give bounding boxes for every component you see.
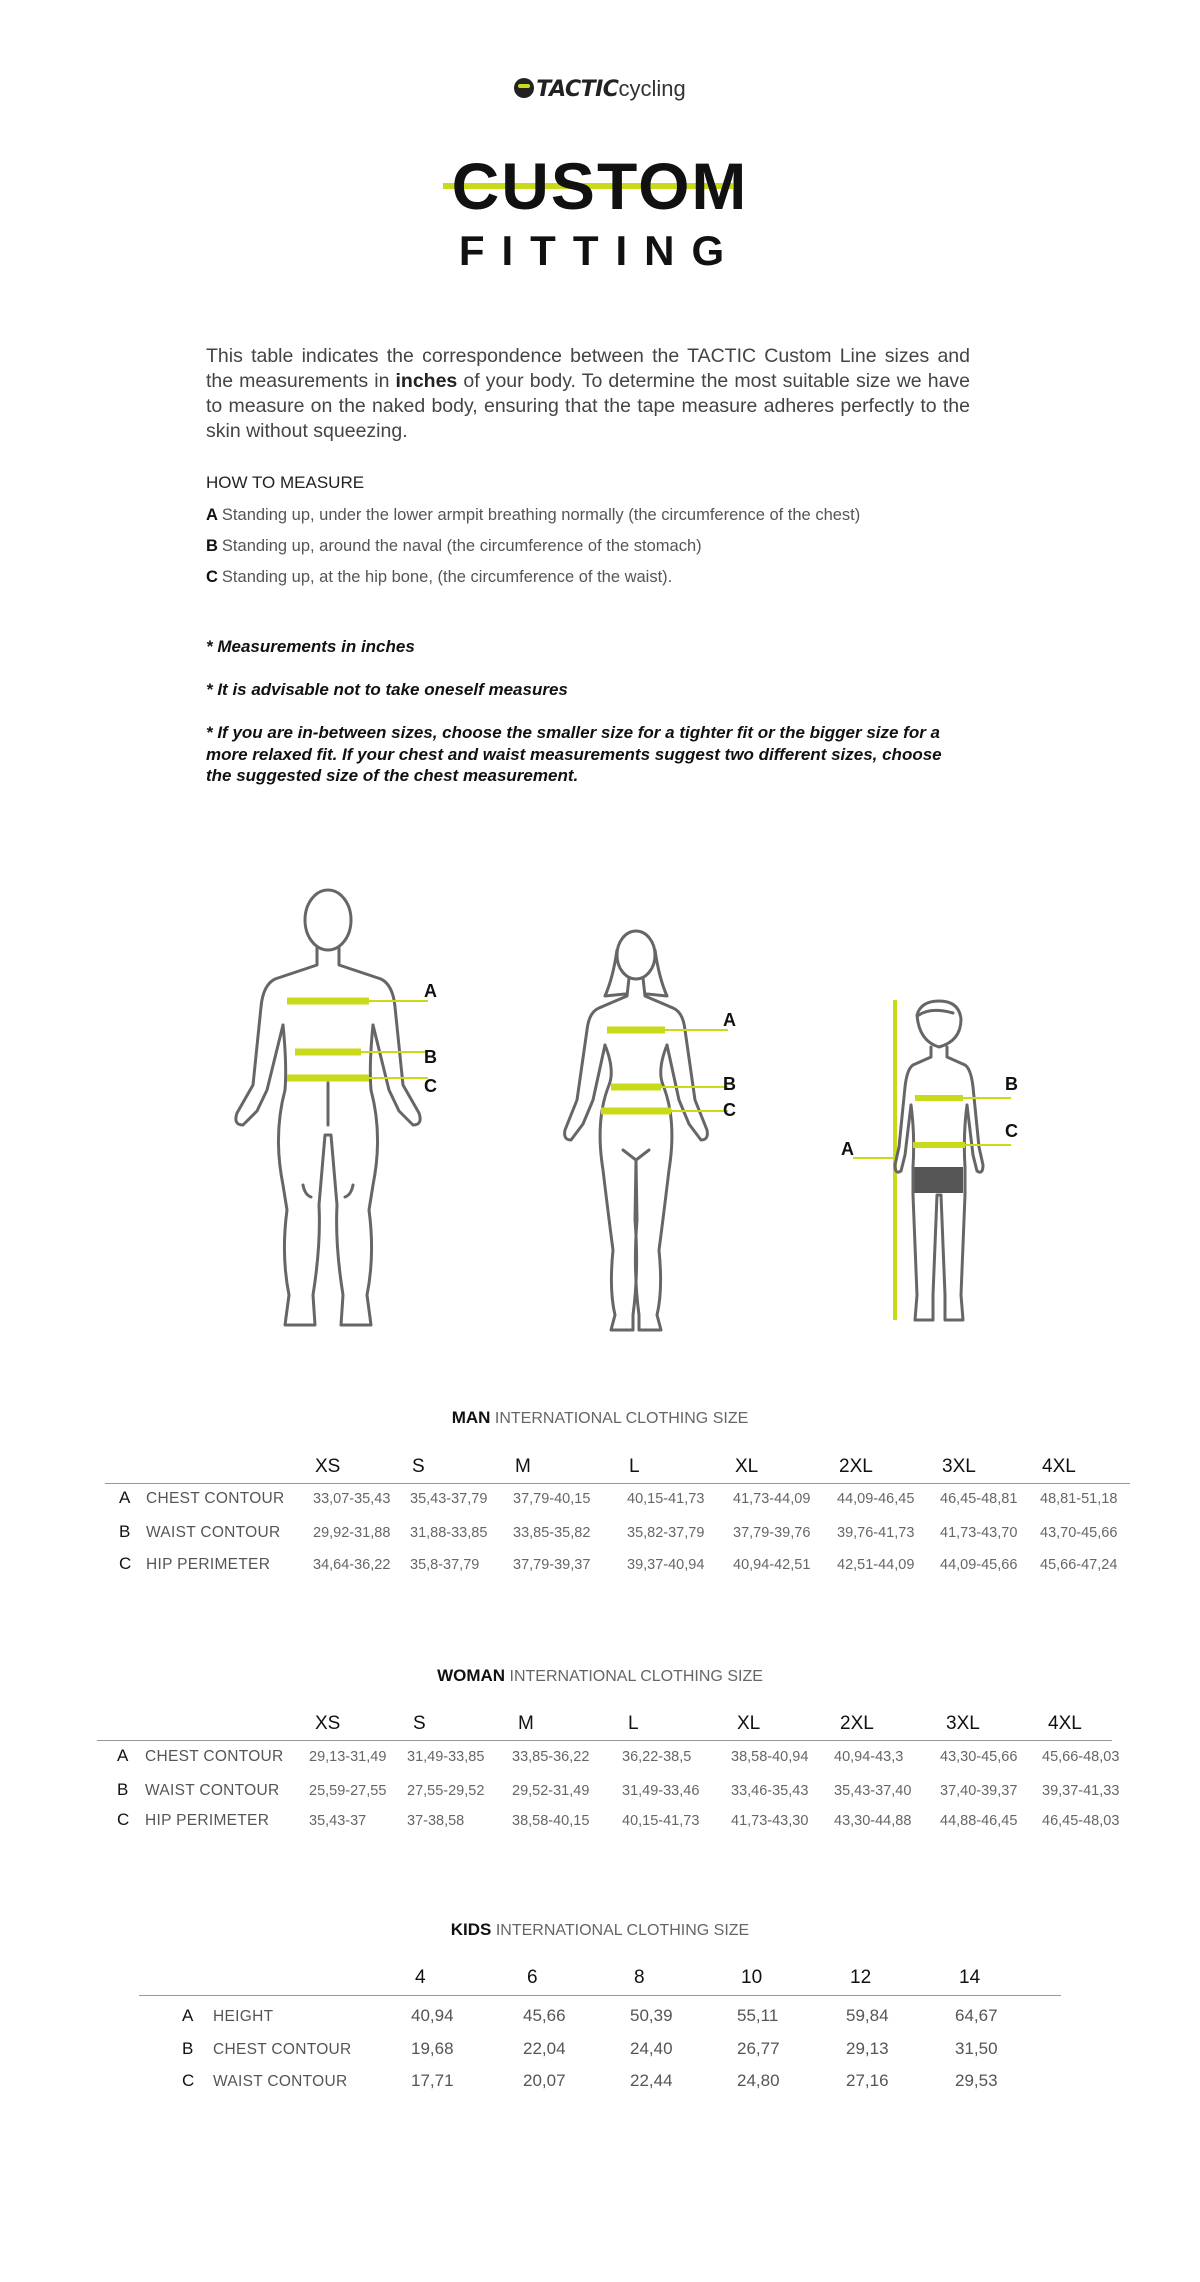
row-label: HIP PERIMETER — [145, 1812, 270, 1829]
table-cell: 43,70-45,66 — [1040, 1525, 1118, 1541]
row-label: HIP PERIMETER — [146, 1556, 271, 1573]
size-column-header: 2XL — [839, 1456, 873, 1477]
table-cell: 33,85-36,22 — [512, 1749, 590, 1765]
table-cell: 33,85-35,82 — [513, 1525, 591, 1541]
table-cell: 25,59-27,55 — [309, 1783, 387, 1799]
woman-figure — [555, 920, 755, 1335]
table-cell: 24,40 — [630, 2039, 673, 2058]
page-title-line2: FITTING — [458, 227, 742, 274]
table-cell: 19,68 — [411, 2039, 454, 2058]
table-cell: 29,53 — [955, 2071, 998, 2090]
row-label: CHEST CONTOUR — [146, 1490, 285, 1507]
table-cell: 41,73-43,30 — [731, 1813, 809, 1829]
table-cell: 27,16 — [846, 2071, 889, 2090]
table-cell: 44,88-46,45 — [940, 1813, 1018, 1829]
woman-label-b: B — [723, 1074, 736, 1094]
table-cell: 35,8-37,79 — [410, 1557, 480, 1573]
table-cell: 20,07 — [523, 2071, 566, 2090]
table-cell: 37,79-39,37 — [513, 1557, 591, 1573]
table-cell: 37,40-39,37 — [940, 1783, 1018, 1799]
table-cell: 44,09-45,66 — [940, 1557, 1018, 1573]
table-cell: 42,51-44,09 — [837, 1557, 915, 1573]
table-cell: 31,50 — [955, 2039, 998, 2058]
table-cell: 45,66 — [523, 2006, 566, 2025]
how-to-item-b — [206, 537, 702, 556]
table-cell: 37,79-39,76 — [733, 1525, 811, 1541]
woman-label-c: C — [723, 1100, 736, 1120]
size-column-header: 6 — [527, 1967, 538, 1988]
man-figure — [225, 885, 445, 1335]
kid-label-b: B — [1005, 1074, 1018, 1094]
row-label: HEIGHT — [213, 2008, 274, 2025]
brand-logo — [0, 74, 1200, 105]
woman-silhouette-illustration — [555, 920, 755, 1335]
table-cell: 36,22-38,5 — [622, 1749, 692, 1765]
table-cell: 45,66-48,03 — [1042, 1749, 1120, 1765]
size-column-header: M — [518, 1713, 534, 1734]
table-cell: 55,11 — [737, 2006, 779, 2025]
table-cell: 37-38,58 — [407, 1813, 465, 1829]
table-cell: 43,30-45,66 — [940, 1749, 1018, 1765]
size-column-header: 3XL — [946, 1713, 980, 1734]
size-column-header: L — [629, 1456, 640, 1477]
table-cell: 29,92-31,88 — [313, 1525, 391, 1541]
size-column-header: 3XL — [942, 1456, 976, 1477]
how-to-item-a — [206, 506, 860, 525]
table-cell: 46,45-48,03 — [1042, 1813, 1120, 1829]
tactic-logo-icon — [514, 78, 534, 98]
table-cell: 31,49-33,85 — [407, 1749, 485, 1765]
man-silhouette-illustration — [225, 885, 445, 1335]
size-column-header: 10 — [741, 1967, 763, 1988]
size-column-header: S — [412, 1456, 425, 1477]
table-cell: 29,52-31,49 — [512, 1783, 590, 1799]
row-label: WAIST CONTOUR — [146, 1524, 281, 1541]
table-cell: 35,82-37,79 — [627, 1525, 705, 1541]
intro-text-2: of your body. To determine the most suitable size we have to measure on the naked body, ensuring that the tape measure adheres perfectly to the skin without squeezing. — [206, 370, 971, 442]
table-cell: 40,94 — [411, 2006, 454, 2025]
size-column-header: XL — [737, 1713, 761, 1734]
row-letter: A — [119, 1488, 131, 1507]
table-cell: 48,81-51,18 — [1040, 1491, 1118, 1507]
row-letter: A — [182, 2006, 194, 2025]
kids-table-heading — [0, 1920, 1200, 1940]
table-cell: 35,43-37,79 — [410, 1491, 488, 1507]
kid-figure — [835, 995, 1025, 1340]
how-to-measure-title: HOW TO MEASURE — [206, 473, 365, 492]
table-rule — [105, 1483, 1130, 1484]
man-label-b: B — [424, 1047, 437, 1067]
table-cell: 59,84 — [846, 2006, 889, 2025]
table-cell: 46,45-48,81 — [940, 1491, 1018, 1507]
table-cell: 41,73-44,09 — [733, 1491, 811, 1507]
table-cell: 40,15-41,73 — [627, 1491, 705, 1507]
table-cell: 39,76-41,73 — [837, 1525, 915, 1541]
table-cell: 31,49-33,46 — [622, 1783, 700, 1799]
size-column-header: XS — [315, 1456, 341, 1477]
table-cell: 38,58-40,15 — [512, 1813, 590, 1829]
table-cell: 39,37-41,33 — [1042, 1783, 1120, 1799]
table-cell: 17,71 — [411, 2071, 454, 2090]
table-cell: 22,04 — [523, 2039, 566, 2058]
row-letter: C — [182, 2071, 195, 2090]
how-text: Standing up, at the hip bone, (the circumference of the waist). — [221, 568, 673, 586]
table-cell: 45,66-47,24 — [1040, 1557, 1118, 1573]
table-cell: 31,88-33,85 — [410, 1525, 488, 1541]
table-cell: 40,94-43,3 — [834, 1749, 904, 1765]
man-heading-bold: MAN — [451, 1408, 491, 1427]
size-column-header: 12 — [850, 1967, 872, 1988]
row-letter: B — [119, 1522, 131, 1541]
row-label: CHEST CONTOUR — [213, 2041, 352, 2058]
table-cell: 37,79-40,15 — [513, 1491, 591, 1507]
man-table-heading — [0, 1408, 1200, 1428]
table-cell: 64,67 — [955, 2006, 998, 2025]
size-column-header: 4XL — [1042, 1456, 1076, 1477]
table-cell: 24,80 — [737, 2071, 780, 2090]
size-column-header: L — [628, 1713, 639, 1734]
size-column-header: S — [413, 1713, 426, 1734]
table-rule — [97, 1740, 1112, 1741]
row-letter: B — [182, 2039, 194, 2058]
note-in-between: * If you are in-between sizes, choose the smaller size for a tighter fit or the bigger size for a more relaxed fit. If your chest and waist measurements suggest two different sizes, choose the suggested size of the chest measurement. — [206, 723, 942, 785]
row-label: WAIST CONTOUR — [145, 1782, 280, 1799]
row-letter: C — [119, 1554, 132, 1573]
woman-heading-rest: INTERNATIONAL CLOTHING SIZE — [505, 1668, 763, 1685]
size-column-header: XS — [315, 1713, 341, 1734]
table-cell: 35,43-37 — [309, 1813, 367, 1829]
logo-sub: cycling — [618, 76, 686, 101]
row-letter: B — [117, 1780, 129, 1799]
woman-heading-bold: WOMAN — [437, 1666, 506, 1685]
table-cell: 35,43-37,40 — [834, 1783, 912, 1799]
table-cell: 43,30-44,88 — [834, 1813, 912, 1829]
how-to-item-c — [206, 568, 672, 587]
size-column-header: 4XL — [1048, 1713, 1082, 1734]
intro-text-1: This table indicates the correspondence between the TACTIC Custom Line sizes and the measurements in — [206, 345, 970, 392]
table-cell: 39,37-40,94 — [627, 1557, 705, 1573]
kid-label-c: C — [1005, 1121, 1018, 1141]
note-advisable: * It is advisable not to take oneself measures — [206, 680, 568, 699]
man-label-a: A — [424, 981, 437, 1001]
how-letter: C — [206, 568, 218, 586]
kid-label-a: A — [841, 1139, 854, 1159]
table-cell: 33,07-35,43 — [313, 1491, 391, 1507]
man-label-c: C — [424, 1076, 437, 1096]
table-cell: 38,58-40,94 — [731, 1749, 809, 1765]
row-label: WAIST CONTOUR — [213, 2073, 348, 2090]
how-text: Standing up, around the naval (the circumference of the stomach) — [221, 537, 702, 555]
table-cell: 22,44 — [630, 2071, 673, 2090]
size-column-header: 4 — [415, 1967, 426, 1988]
man-heading-rest: INTERNATIONAL CLOTHING SIZE — [490, 1410, 749, 1427]
kids-heading-rest: INTERNATIONAL CLOTHING SIZE — [491, 1922, 750, 1939]
kid-silhouette-illustration — [835, 995, 1025, 1340]
table-cell: 34,64-36,22 — [313, 1557, 391, 1573]
table-cell: 40,15-41,73 — [622, 1813, 700, 1829]
size-column-header: 14 — [959, 1967, 981, 1988]
how-letter: B — [206, 537, 218, 555]
size-column-header: 2XL — [840, 1713, 874, 1734]
size-column-header: M — [515, 1456, 531, 1477]
table-cell: 44,09-46,45 — [837, 1491, 915, 1507]
how-letter: A — [206, 506, 218, 524]
table-rule — [139, 1995, 1061, 1996]
intro-bold: inches — [395, 370, 458, 392]
logo-brand: TACTIC — [536, 77, 619, 102]
table-cell: 33,46-35,43 — [731, 1783, 809, 1799]
table-cell: 26,77 — [737, 2039, 780, 2058]
how-text: Standing up, under the lower armpit breathing normally (the circumference of the chest) — [221, 506, 861, 524]
table-cell: 29,13 — [846, 2039, 889, 2058]
table-cell: 41,73-43,70 — [940, 1525, 1018, 1541]
woman-table-heading — [0, 1666, 1200, 1686]
row-label: CHEST CONTOUR — [145, 1748, 284, 1765]
note-inches: * Measurements in inches — [206, 637, 415, 656]
page-title-line1: CUSTOM — [451, 149, 749, 223]
table-cell: 27,55-29,52 — [407, 1783, 485, 1799]
kids-heading-bold: KIDS — [450, 1920, 492, 1939]
table-cell: 29,13-31,49 — [309, 1749, 387, 1765]
table-cell: 50,39 — [630, 2006, 673, 2025]
row-letter: A — [117, 1746, 129, 1765]
table-cell: 40,94-42,51 — [733, 1557, 811, 1573]
woman-label-a: A — [723, 1010, 736, 1030]
size-column-header: XL — [735, 1456, 759, 1477]
size-column-header: 8 — [634, 1967, 645, 1988]
row-letter: C — [117, 1810, 130, 1829]
intro-paragraph — [206, 344, 970, 444]
